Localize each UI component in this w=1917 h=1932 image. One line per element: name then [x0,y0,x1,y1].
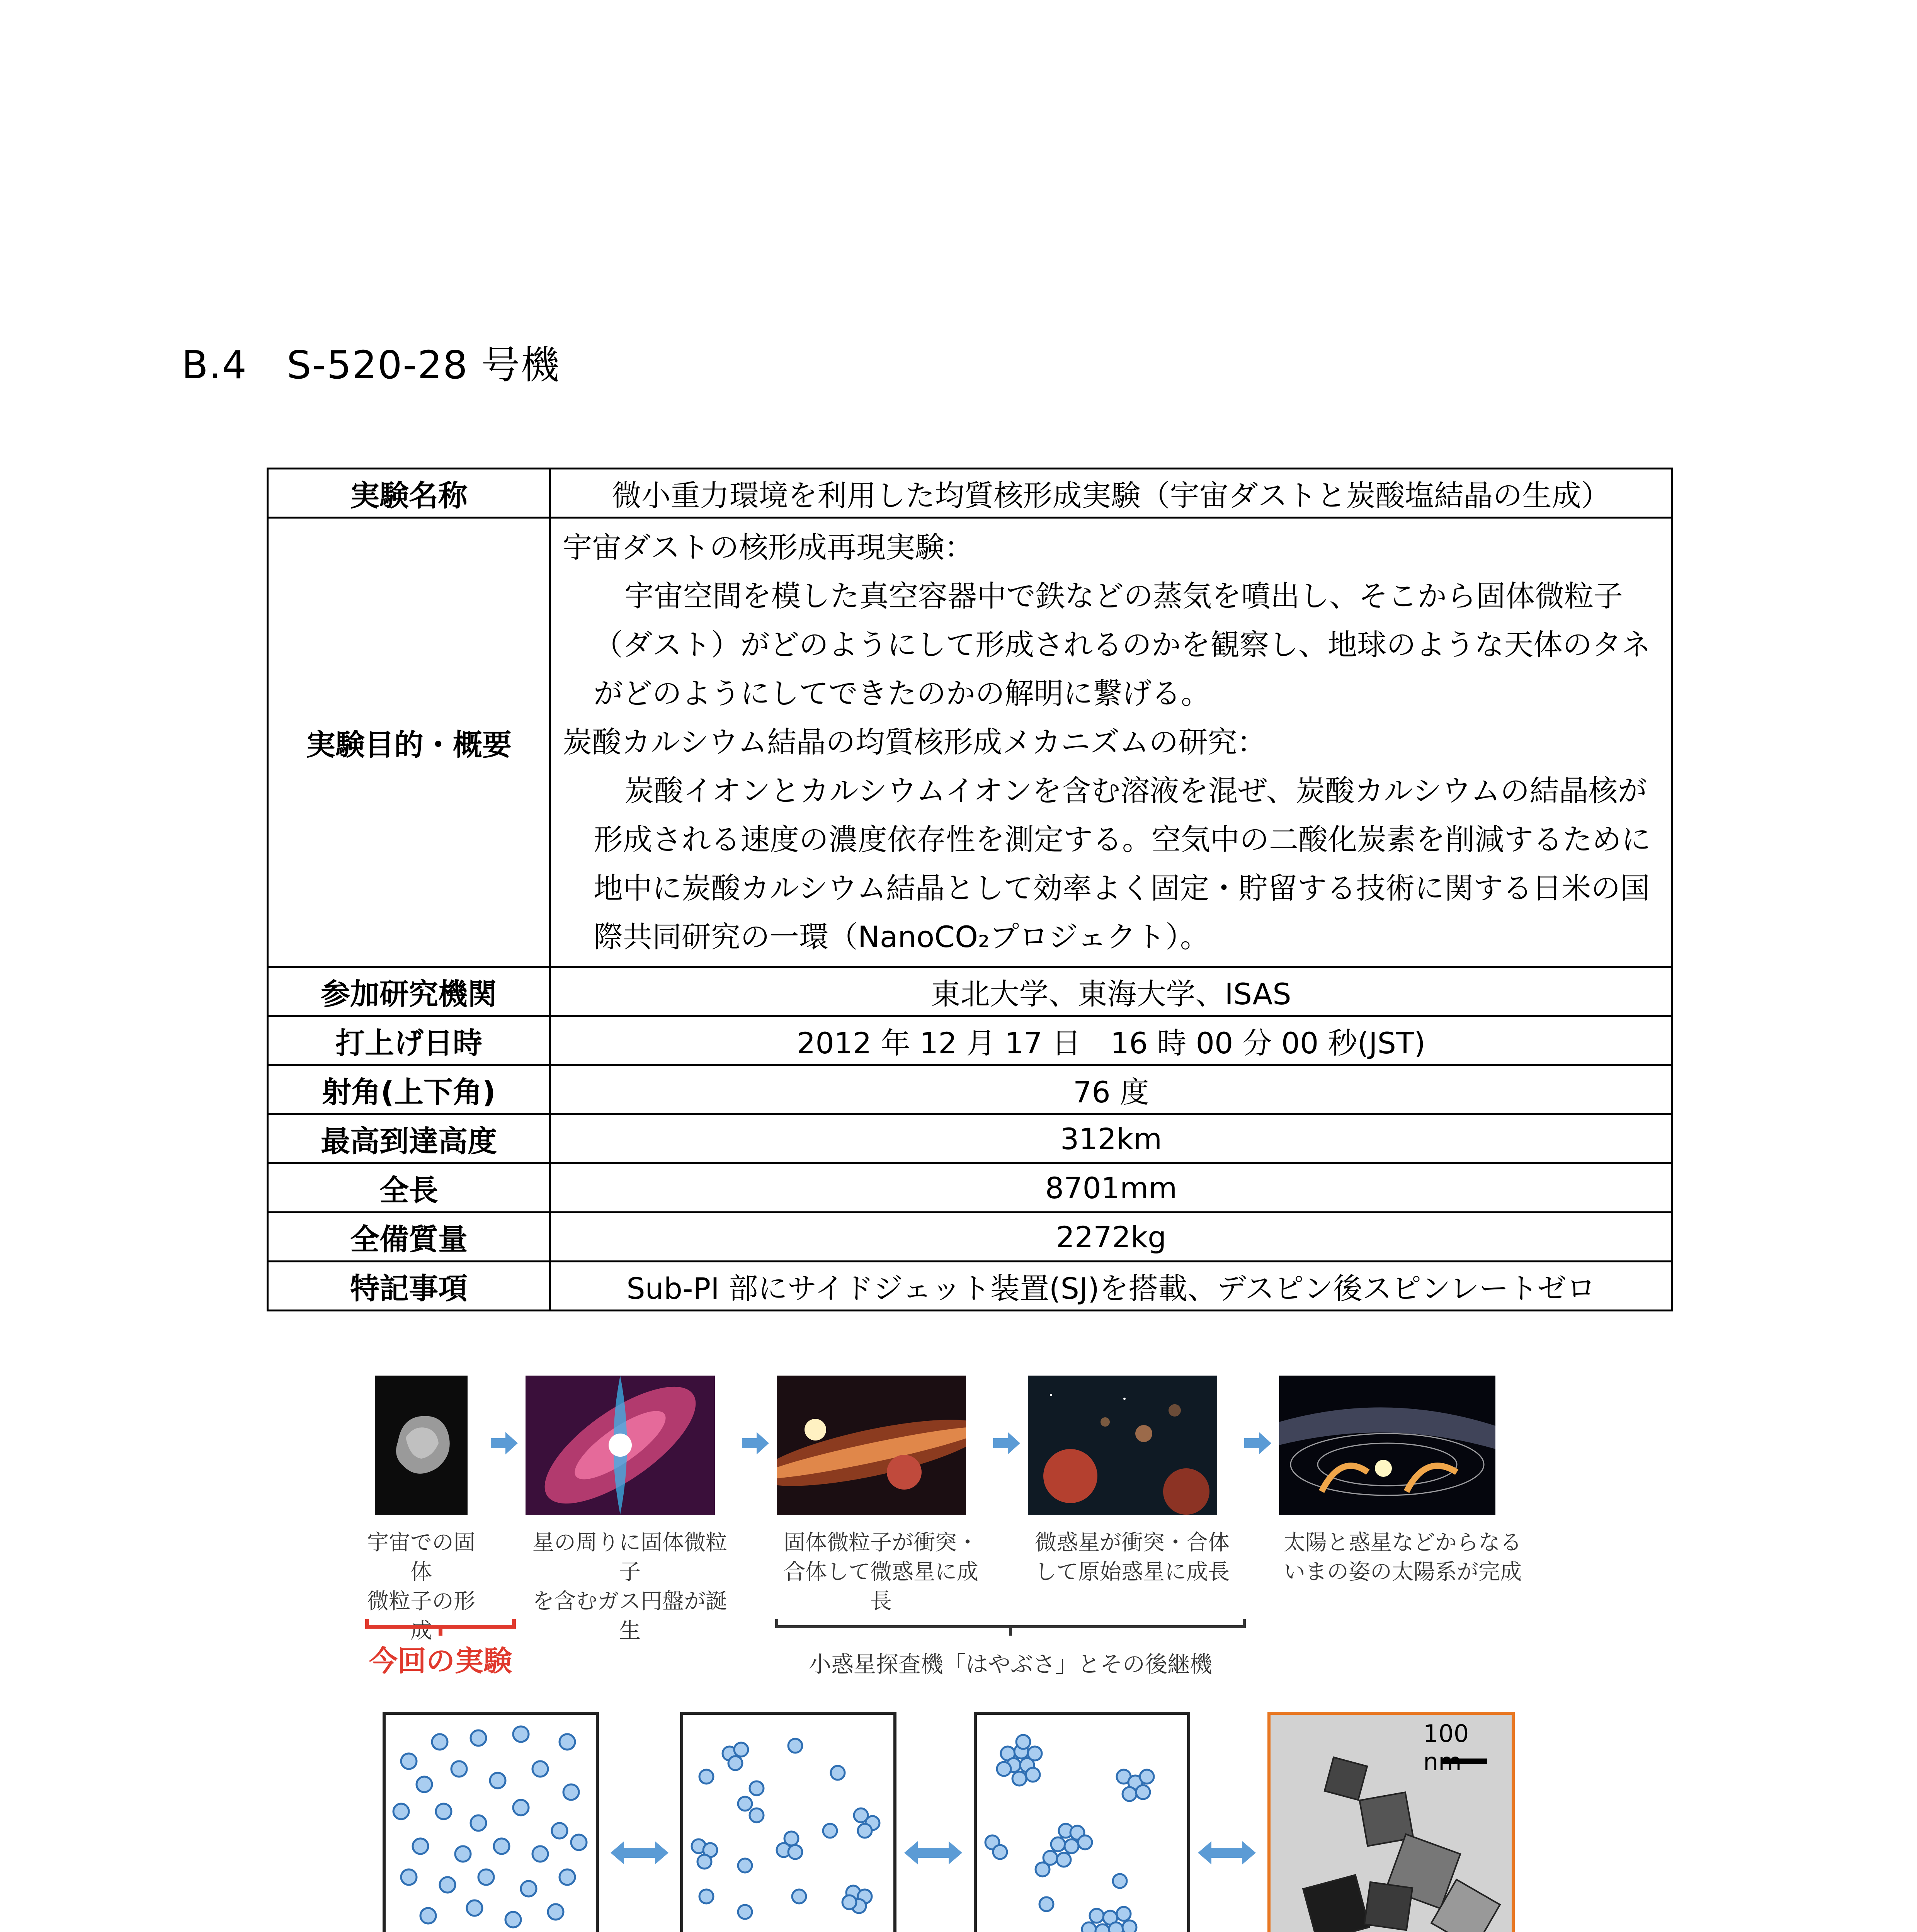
stage-solar-system [1279,1376,1526,1587]
hayabusa-label: 小惑星探査機「はやぶさ」とその後継機 [808,1651,1212,1677]
row-label: 全長 [268,1163,550,1213]
hayabusa-bracket [773,1617,1248,1636]
row-label: 特記事項 [268,1262,550,1311]
row-value: 微小重力環境を利用した均質核形成実験（宇宙ダストと炭酸塩結晶の生成） [550,469,1672,518]
row-label: 実験目的・概要 [268,518,550,967]
table-row [268,1016,1672,1065]
gas-disk-image [526,1376,715,1515]
stage-protoplanet [1028,1376,1237,1587]
table-row [268,1262,1672,1311]
gas-liquid-box [383,1712,599,1932]
stage-disk [526,1376,734,1646]
planetesimal-image [777,1376,966,1515]
double-arrow-icon [611,1839,668,1866]
this-experiment-label: 今回の実験 [369,1645,512,1678]
stage-caption: 太陽と惑星などからなる いまの姿の太陽系が完成 [1284,1530,1522,1585]
double-arrow-icon [1198,1839,1256,1866]
dust-particle-image [375,1376,468,1515]
row-value: 8701mm [550,1163,1672,1213]
row-value: 東北大学、東海大学、ISAS [550,967,1672,1016]
purpose-cell [550,518,1672,967]
row-label: 全備質量 [268,1213,550,1262]
scale-bar-label: 100 nm [1423,1719,1469,1776]
stage-caption: 固体微粒子が衝突・ 合体して微惑星に成長 [784,1530,978,1614]
solar-system-image [1279,1376,1495,1515]
row-label: 実験名称 [268,469,550,518]
cluster-box [680,1712,896,1932]
section-2-body: 炭酸イオンとカルシウムイオンを含む溶液を混ぜ、炭酸カルシウムの結晶核が形成される速度の濃度依存性を測定する。空気中の二酸化炭素を削減するために地中に炭酸カルシウム結晶として効率よく固定・貯留する技術に関する日米の国際共同研究の一環（NanoCO₂プロジェクト）。 [594,774,1651,954]
table-row [268,967,1672,1016]
arrow-right-icon [491,1430,518,1457]
table-row [268,1213,1672,1262]
row-value: 2272kg [550,1213,1672,1262]
crystal-growth-image [1267,1712,1515,1932]
row-value: Sub-PI 部にサイドジェット装置(SJ)を搭載、デスピン後スピンレートゼロ [550,1262,1672,1311]
nucleation-box [974,1712,1190,1932]
stage-planetesimal [777,1376,985,1616]
table-row [268,518,1672,967]
this-experiment-bracket [363,1617,518,1636]
row-label: 射角(上下角) [268,1065,550,1114]
protoplanet-image [1028,1376,1217,1515]
section-heading: B.4 S-520-28 号機 [182,342,560,388]
section-1-body: 宇宙空間を模した真空容器中で鉄などの蒸気を噴出し、そこから固体微粒子（ダスト）がどのようにして形成されるのかを観察し、地球のような天体のタネがどのようにしてできたのかの解明に繋げる。 [594,579,1651,711]
arrow-right-icon [993,1430,1020,1457]
row-value: 76 度 [550,1065,1672,1114]
spec-table [267,468,1673,1311]
row-label: 最高到達高度 [268,1114,550,1163]
row-value: 312km [550,1114,1672,1163]
section-1-head: 宇宙ダストの核形成再現実験： [563,530,974,565]
stage-caption: 星の周りに固体微粒子 を含むガス円盤が誕生 [532,1530,727,1643]
stage-caption: 宇宙での固体 微粒子の形成 [367,1530,475,1643]
row-label: 打上げ日時 [268,1016,550,1065]
arrow-right-icon [742,1430,769,1457]
section-2-head: 炭酸カルシウム結晶の均質核形成メカニズムの研究： [563,725,1267,759]
arrow-right-icon [1244,1430,1271,1457]
stage-caption: 微惑星が衝突・合体 して原始惑星に成長 [1035,1530,1230,1585]
formation-sequence-figure [363,1376,1561,1685]
table-row [268,469,1672,518]
table-row [268,1163,1672,1213]
row-label: 参加研究機関 [268,967,550,1016]
table-row [268,1114,1672,1163]
nucleation-figure [371,1712,1530,1932]
double-arrow-icon [904,1839,962,1866]
stage-dust [363,1376,479,1646]
table-row [268,1065,1672,1114]
row-value: 2012 年 12 月 17 日 16 時 00 分 00 秒(JST) [550,1016,1672,1065]
